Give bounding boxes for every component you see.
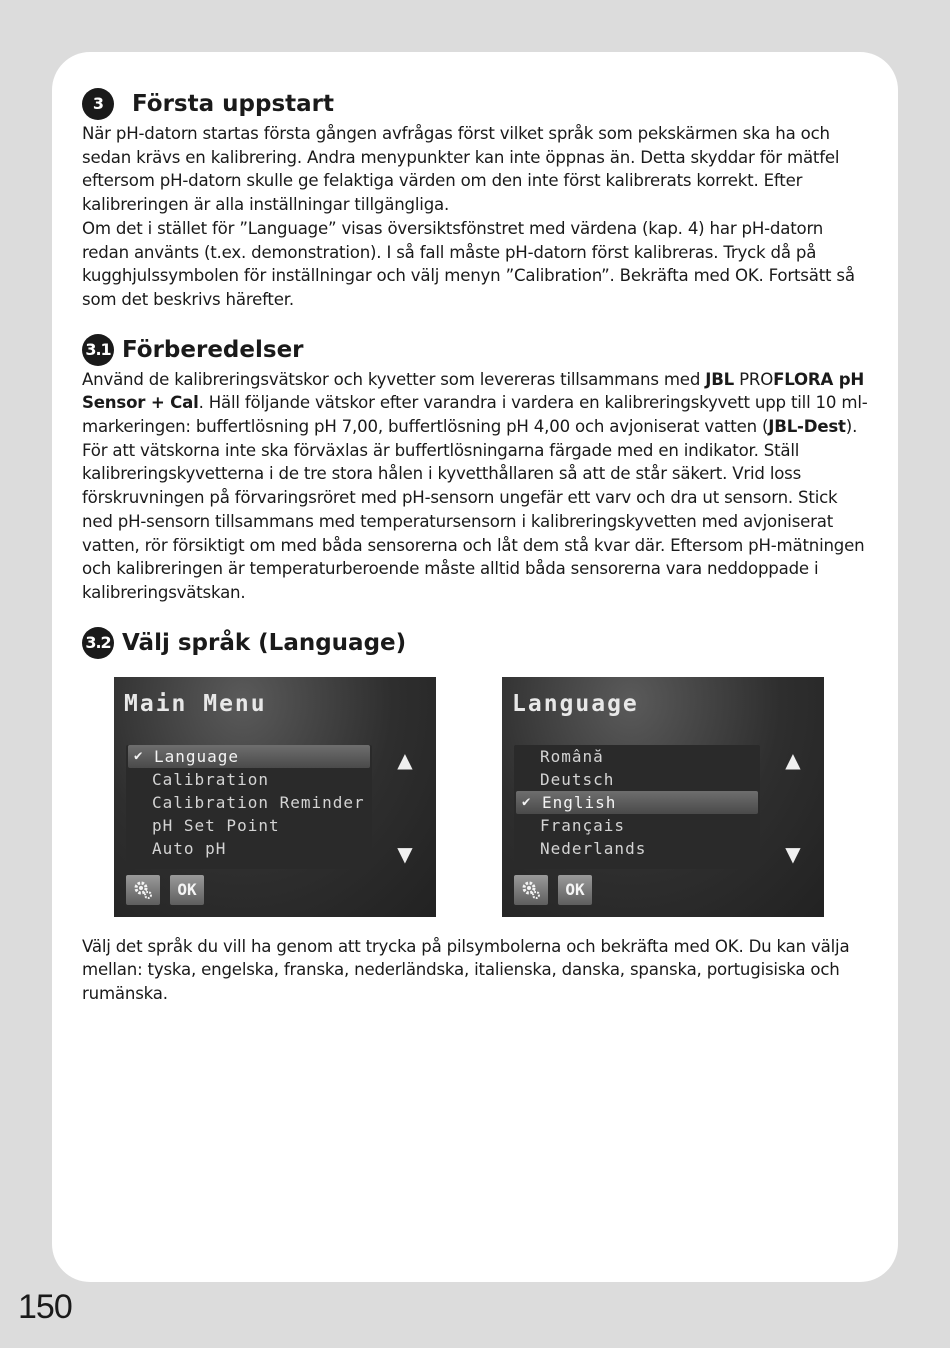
language-list — [514, 745, 760, 869]
language-item-english[interactable] — [516, 791, 758, 814]
page-content — [82, 86, 872, 1006]
section-3-1-heading — [82, 332, 872, 368]
menu-item-label: Calibration Reminder — [152, 792, 365, 812]
menu-item-label: Auto pH — [152, 838, 227, 858]
section-number-badge: 3 — [82, 88, 114, 120]
text-run: Använd de kalibreringsvätskor och kyvetter som levereras tillsammans med — [82, 369, 706, 389]
ok-button[interactable]: OK — [558, 875, 592, 905]
ok-button[interactable]: OK — [170, 875, 204, 905]
section-3-2-paragraph: Välj det språk du vill ha genom att trycka på pilsymbolerna och bekräfta med OK. Du kan välja mellan: tyska, engelska, franska, nederländska, italienska, danska, spanska, portugisiska och rumänska. — [82, 936, 850, 1004]
menu-item-calibration-reminder[interactable] — [126, 791, 372, 814]
page-number: 150 — [18, 1288, 72, 1326]
text-run: ). För att vätskorna inte ska förväxlas är buffertlösningarna färgade med en indikator. Ställ kalibreringskyvetterna i de tre stora hålen i kyvetthållaren så att de står säkert. Vrid loss förskruvningen på förvaringsröret med pH-sensorn ungefär ett varv och dra ut sensorn. Stick ned pH-sensorn tillsammans med temperatursensorn i kalibreringskyvetten med avjoniserat vatten, rör försiktigt om med båda sensorerna och låt dem stå kvar där. Eftersom pH-mätningen och kalibreringen är temperaturberoende måste alltid båda sensorerna vara neddoppade i kalibreringsvätskan. — [82, 417, 865, 602]
menu-item-label: pH Set Point — [152, 815, 280, 835]
language-label: English — [542, 792, 617, 812]
main-menu-screen — [114, 677, 436, 917]
menu-item-auto-ph[interactable] — [126, 837, 372, 860]
section-3-1-paragraph — [82, 368, 872, 605]
menu-item-label: Calibration — [152, 769, 269, 789]
menu-item-language[interactable] — [128, 745, 370, 768]
language-item-nederlands[interactable] — [514, 837, 760, 860]
section-3-paragraph-1: När pH-datorn startas första gången avfrågas först vilket språk som pekskärmen ska ha och sedan krävs en kalibrering. Andra menypunkter kan inte öppnas än. Detta skyddar för mätfel eftersom pH-datorn skulle ge felaktiga värden om den inte först kalibrerats korrekt. Efter kalibreringen är alla inställningar tillgängliga. — [82, 124, 840, 215]
menu-item-label: Language — [154, 746, 240, 766]
language-screen — [502, 677, 824, 917]
settings-button[interactable] — [514, 875, 548, 905]
menu-item-calibration[interactable] — [126, 768, 372, 791]
scroll-up-icon[interactable]: ▲ — [785, 747, 801, 772]
screenshots-row — [82, 677, 872, 917]
section-3-paragraph-2: Om det i stället för ”Language” visas översiktsfönstret med värdena (kap. 4) har pH-datorn redan använts (t.ex. demonstration). I så fall måste pH-datorn först kalibreras. Tryck då på kugghjulssymbolen för inställningar och välj menyn ”Calibration”. Bekräfta med OK. Fortsätt så som det beskrivs härefter. — [82, 218, 855, 309]
language-label: Deutsch — [540, 769, 615, 789]
brand-text: JBL — [705, 369, 735, 389]
settings-button[interactable] — [126, 875, 160, 905]
language-label: Français — [540, 815, 626, 835]
section-3-2-heading — [82, 625, 872, 661]
section-number-badge: 3.1 — [82, 334, 114, 366]
scroll-down-icon[interactable]: ▼ — [785, 841, 801, 866]
section-number-badge: 3.2 — [82, 627, 114, 659]
gear-icon — [521, 880, 541, 900]
check-icon: ✔ — [134, 747, 144, 764]
screen-title: Main Menu — [124, 690, 267, 717]
section-title: Förberedelser — [122, 336, 304, 363]
check-icon: ✔ — [522, 793, 532, 810]
screen-title: Language — [512, 690, 639, 717]
text-run: . Häll följande vätskor efter varandra i vardera en kalibreringskyvett upp till 10 ml-markeringen: buffertlösning pH 7,00, buffertlösning pH 4,00 och avjoniserat vatten ( — [82, 393, 868, 437]
product-name: JBL-Dest — [768, 417, 846, 437]
scroll-up-icon[interactable]: ▲ — [397, 747, 413, 772]
language-label: Română — [540, 746, 604, 766]
product-name: FLORA pH Sensor + Cal — [82, 369, 865, 413]
section-title: Välj språk (Language) — [122, 629, 407, 656]
gear-icon — [133, 880, 153, 900]
text-run: PRO — [734, 369, 774, 389]
language-label: Nederlands — [540, 838, 647, 858]
section-3-heading — [82, 86, 872, 122]
menu-list — [126, 745, 372, 869]
language-item-romana[interactable] — [514, 745, 760, 768]
language-item-deutsch[interactable] — [514, 768, 760, 791]
scroll-down-icon[interactable]: ▼ — [397, 841, 413, 866]
section-title: Första uppstart — [132, 91, 334, 117]
menu-item-ph-set-point[interactable] — [126, 814, 372, 837]
language-item-francais[interactable] — [514, 814, 760, 837]
